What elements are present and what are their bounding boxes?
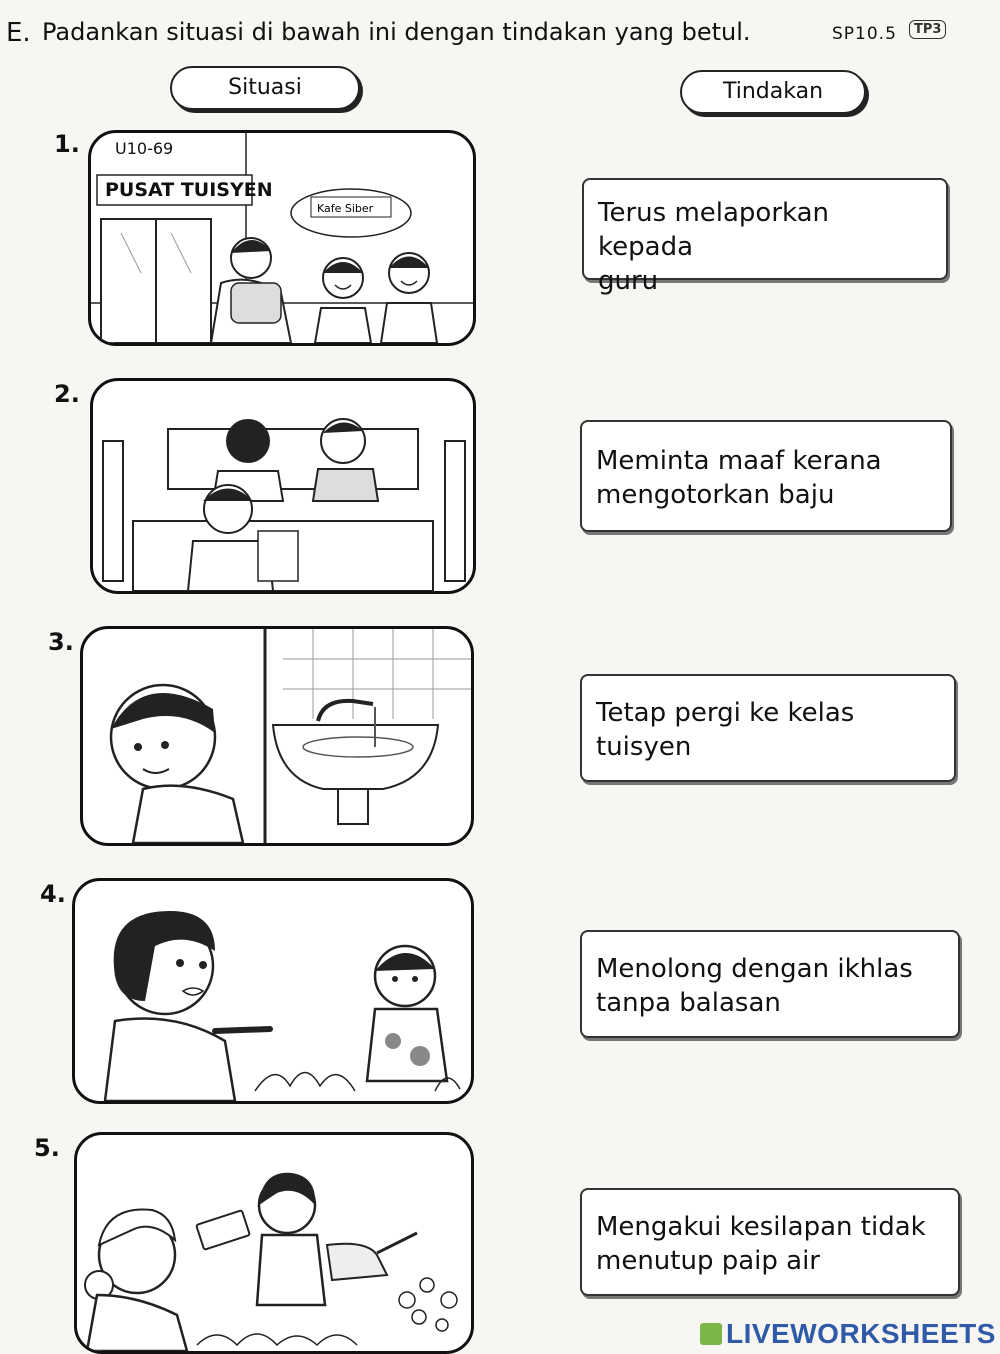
worksheet-header [6,14,986,54]
action-text-1a: Terus melaporkan kepada [598,198,830,262]
situation-picture-1 [88,130,476,346]
situation-picture-5 [74,1132,474,1354]
action-text-3b: tuisyen [596,732,692,762]
action-text-1b: guru [598,266,659,296]
tuition-centre-sign: PUSAT TUISYEN [105,179,273,201]
standard-code: SP10.5 [832,24,897,44]
speech-bubble-text: Kafe Siber [317,202,374,215]
action-box-2[interactable] [580,420,952,532]
situation-number-3: 3. [48,628,74,656]
helping-grandma-illustration [77,1135,471,1351]
brand-name: LIVEWORKSHEETS [726,1318,996,1349]
water-tap-illustration [83,629,471,843]
action-box-5[interactable] [580,1188,960,1296]
action-text-4b: tanpa balasan [596,988,781,1018]
situation-number-5: 5. [34,1134,60,1162]
liveworksheets-logo [700,1318,996,1350]
classroom-illustration [93,381,473,591]
action-box-1[interactable] [582,178,948,296]
action-text-5b: menutup paip air [596,1246,820,1276]
situation-number-1: 1. [54,130,80,158]
action-text-2a: Meminta maaf kerana [596,446,882,476]
action-text-3a: Tetap pergi ke kelas [596,698,855,728]
tuition-centre-illustration [91,133,473,343]
action-text-4a: Menolong dengan ikhlas [596,954,913,984]
dirty-shirt-illustration [75,881,471,1101]
section-letter: E. [6,18,31,48]
level-badge: TP3 [909,20,946,39]
situation-number-4: 4. [40,880,66,908]
situation-picture-3 [80,626,474,846]
situation-picture-4 [72,878,474,1104]
action-text-2b: mengotorkan baju [596,480,835,510]
brand-icon [700,1323,722,1345]
action-box-3[interactable] [580,674,956,782]
instruction-text: Padankan situasi di bawah ini dengan tindakan yang betul. [42,18,751,46]
action-box-4[interactable] [580,930,960,1038]
action-text-5a: Mengakui kesilapan tidak [596,1212,926,1242]
column-header-situasi: Situasi [170,66,360,110]
situation-picture-2 [90,378,476,594]
situation-number-2: 2. [54,380,80,408]
tuition-centre-code: U10-69 [115,139,174,158]
column-header-tindakan: Tindakan [680,70,866,114]
